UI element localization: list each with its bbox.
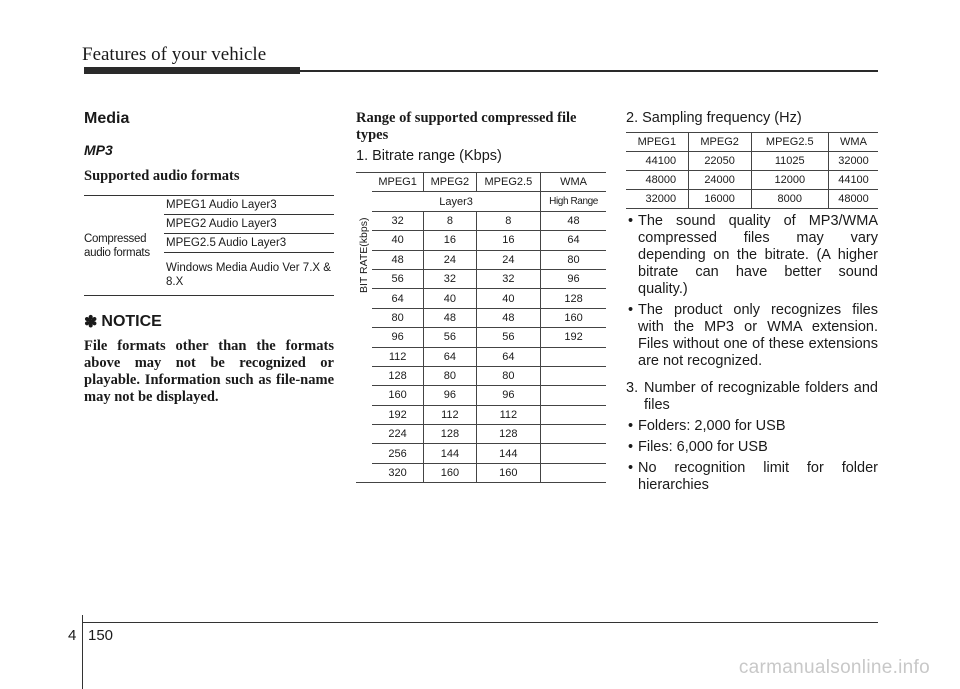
table-cell: 12000	[751, 171, 828, 190]
table-cell: 48	[541, 211, 606, 230]
table-cell: 32	[424, 269, 476, 288]
table-cell: 64	[372, 289, 424, 308]
bitrate-table-wrap	[356, 172, 606, 483]
note-text: The product only recognizes files with the MP3 or WMA extension. Files without one of these extensions are not recognized.	[638, 302, 878, 369]
folders-heading	[626, 380, 878, 414]
table-cell: 16	[424, 231, 476, 250]
left-column	[84, 110, 334, 406]
table-cell: 224	[372, 425, 424, 444]
sampling-header: MPEG1	[626, 133, 688, 152]
folder-item-text: Files: 6,000 for USB	[638, 439, 768, 455]
table-row	[372, 405, 606, 424]
header-rule-thick	[84, 67, 300, 74]
table-cell: 128	[541, 289, 606, 308]
bitrate-header: MPEG1	[372, 173, 424, 192]
table-cell: 32000	[626, 190, 688, 209]
format-item: MPEG1 Audio Layer3	[164, 196, 334, 215]
table-row	[372, 211, 606, 230]
bullet-icon: •	[628, 213, 634, 229]
format-item: MPEG2.5 Audio Layer3	[164, 234, 334, 253]
table-cell: 40	[372, 231, 424, 250]
watermark: carmanualsonline.info	[738, 657, 930, 678]
table-cell: 96	[476, 386, 541, 405]
table-cell: 11025	[751, 152, 828, 171]
table-cell: 24	[424, 250, 476, 269]
table-cell: 56	[424, 328, 476, 347]
table-cell: 96	[541, 269, 606, 288]
list-item	[626, 213, 878, 298]
table-cell	[541, 444, 606, 463]
folders-number: 3.	[626, 380, 639, 396]
bullet-icon: •	[628, 302, 634, 318]
table-cell: 160	[424, 463, 476, 482]
table-cell: 80	[424, 366, 476, 385]
table-cell: 44100	[626, 152, 688, 171]
table-cell: 32	[372, 211, 424, 230]
table-cell: 16000	[688, 190, 751, 209]
table-cell: 96	[372, 328, 424, 347]
sampling-title: 2. Sampling frequency (Hz)	[626, 110, 802, 126]
table-cell: 32000	[829, 152, 879, 171]
table-cell: 48000	[829, 190, 879, 209]
table-row	[372, 444, 606, 463]
table-cell: 160	[372, 386, 424, 405]
table-row	[372, 308, 606, 327]
table-cell	[541, 386, 606, 405]
audio-formats-table	[84, 195, 334, 296]
notes-list	[626, 213, 878, 370]
mp3-subheading: MP3	[84, 142, 113, 158]
table-cell: 112	[476, 405, 541, 424]
table-cell: 192	[541, 328, 606, 347]
table-cell: 112	[372, 347, 424, 366]
table-cell: 128	[424, 425, 476, 444]
footer-horizontal-rule	[82, 622, 878, 623]
footer-vertical-rule	[82, 615, 83, 689]
table-cell: 144	[424, 444, 476, 463]
table-cell: 192	[372, 405, 424, 424]
list-item	[626, 460, 878, 494]
bitrate-table	[372, 172, 606, 483]
bitrate-title: 1. Bitrate range (Kbps)	[356, 148, 502, 164]
table-cell	[541, 347, 606, 366]
table-cell: 48000	[626, 171, 688, 190]
table-cell: 80	[541, 250, 606, 269]
bitrate-header: MPEG2.5	[476, 173, 541, 192]
format-item: Windows Media Audio Ver 7.X & 8.X	[166, 262, 331, 288]
notice-icon: ✽	[84, 314, 98, 331]
table-cell: 80	[476, 366, 541, 385]
table-cell: 96	[424, 386, 476, 405]
list-item	[626, 418, 878, 435]
table-cell: 44100	[829, 171, 879, 190]
bitrate-header: MPEG2	[424, 173, 476, 192]
sampling-rows	[626, 152, 878, 209]
table-cell	[541, 425, 606, 444]
table-cell: 64	[424, 347, 476, 366]
high-range-label: High Range	[541, 192, 606, 211]
page-header-title: Features of your vehicle	[82, 44, 267, 65]
sampling-header: MPEG2	[688, 133, 751, 152]
bullet-icon: •	[628, 460, 634, 476]
table-cell: 320	[372, 463, 424, 482]
table-cell: 56	[372, 269, 424, 288]
chapter-number: 4	[68, 627, 77, 644]
table-row	[372, 366, 606, 385]
list-item	[626, 439, 878, 456]
table-row	[372, 347, 606, 366]
bitrate-side-column	[356, 172, 372, 483]
table-cell: 64	[476, 347, 541, 366]
sampling-table	[626, 132, 878, 209]
table-cell: 144	[476, 444, 541, 463]
table-cell: 128	[476, 425, 541, 444]
bitrate-axis-label: BIT RATE(kbps)	[358, 217, 370, 293]
table-cell: 48	[372, 250, 424, 269]
table-cell: 160	[476, 463, 541, 482]
list-item	[626, 302, 878, 370]
media-heading: Media	[84, 110, 130, 127]
table-row	[372, 231, 606, 250]
supported-formats-title: Supported audio formats	[84, 168, 240, 184]
table-cell	[541, 463, 606, 482]
sampling-header: MPEG2.5	[751, 133, 828, 152]
bitrate-header: WMA	[541, 173, 606, 192]
table-cell: 24	[476, 250, 541, 269]
layer3-label: Layer3	[372, 192, 541, 211]
table-cell: 8000	[751, 190, 828, 209]
table-cell: 80	[372, 308, 424, 327]
table-row	[372, 425, 606, 444]
table-cell: 40	[476, 289, 541, 308]
table-row	[372, 269, 606, 288]
format-item: MPEG2 Audio Layer3	[164, 215, 334, 234]
table-cell: 64	[541, 231, 606, 250]
table-cell: 40	[424, 289, 476, 308]
table-cell: 48	[476, 308, 541, 327]
header-rule-thin	[300, 70, 878, 72]
table-cell: 16	[476, 231, 541, 250]
bullet-icon: •	[628, 418, 634, 434]
table-row	[372, 250, 606, 269]
folders-list	[626, 418, 878, 494]
range-title: Range of supported compressed file types	[356, 110, 577, 143]
folder-item-text: Folders: 2,000 for USB	[638, 418, 786, 434]
table-row	[626, 190, 878, 209]
table-row	[626, 171, 878, 190]
note-text: The sound quality of MP3/WMA compressed files may vary depending on the bitrate. (A higher bitrate can have better sound quality.)	[638, 213, 878, 297]
table-row	[372, 328, 606, 347]
notice-heading	[84, 312, 334, 332]
sampling-header: WMA	[829, 133, 879, 152]
folder-item-text: No recognition limit for folder hierarchies	[638, 460, 878, 493]
table-cell: 112	[424, 405, 476, 424]
table-cell: 8	[424, 211, 476, 230]
right-column	[626, 110, 878, 494]
table-cell: 48	[424, 308, 476, 327]
table-row	[372, 463, 606, 482]
table-cell: 56	[476, 328, 541, 347]
table-cell	[541, 405, 606, 424]
table-cell	[541, 366, 606, 385]
compressed-formats-label: Compressed audio formats	[84, 232, 150, 259]
bitrate-rows	[372, 211, 606, 482]
folders-title: Number of recognizable folders and files	[644, 380, 878, 413]
table-cell: 32	[476, 269, 541, 288]
formats-list	[164, 196, 334, 295]
table-cell: 160	[541, 308, 606, 327]
table-row	[372, 289, 606, 308]
bullet-icon: •	[628, 439, 634, 455]
middle-column	[356, 110, 606, 483]
notice-text: File formats other than the formats above may not be recognized or playable. Information such as file-name may not be displayed.	[84, 338, 334, 405]
table-row	[372, 386, 606, 405]
table-cell: 8	[476, 211, 541, 230]
table-row	[626, 152, 878, 171]
page-number: 150	[88, 627, 114, 644]
table-cell: 22050	[688, 152, 751, 171]
table-cell: 128	[372, 366, 424, 385]
table-cell: 24000	[688, 171, 751, 190]
notice-heading-text: NOTICE	[101, 313, 162, 330]
table-cell: 256	[372, 444, 424, 463]
